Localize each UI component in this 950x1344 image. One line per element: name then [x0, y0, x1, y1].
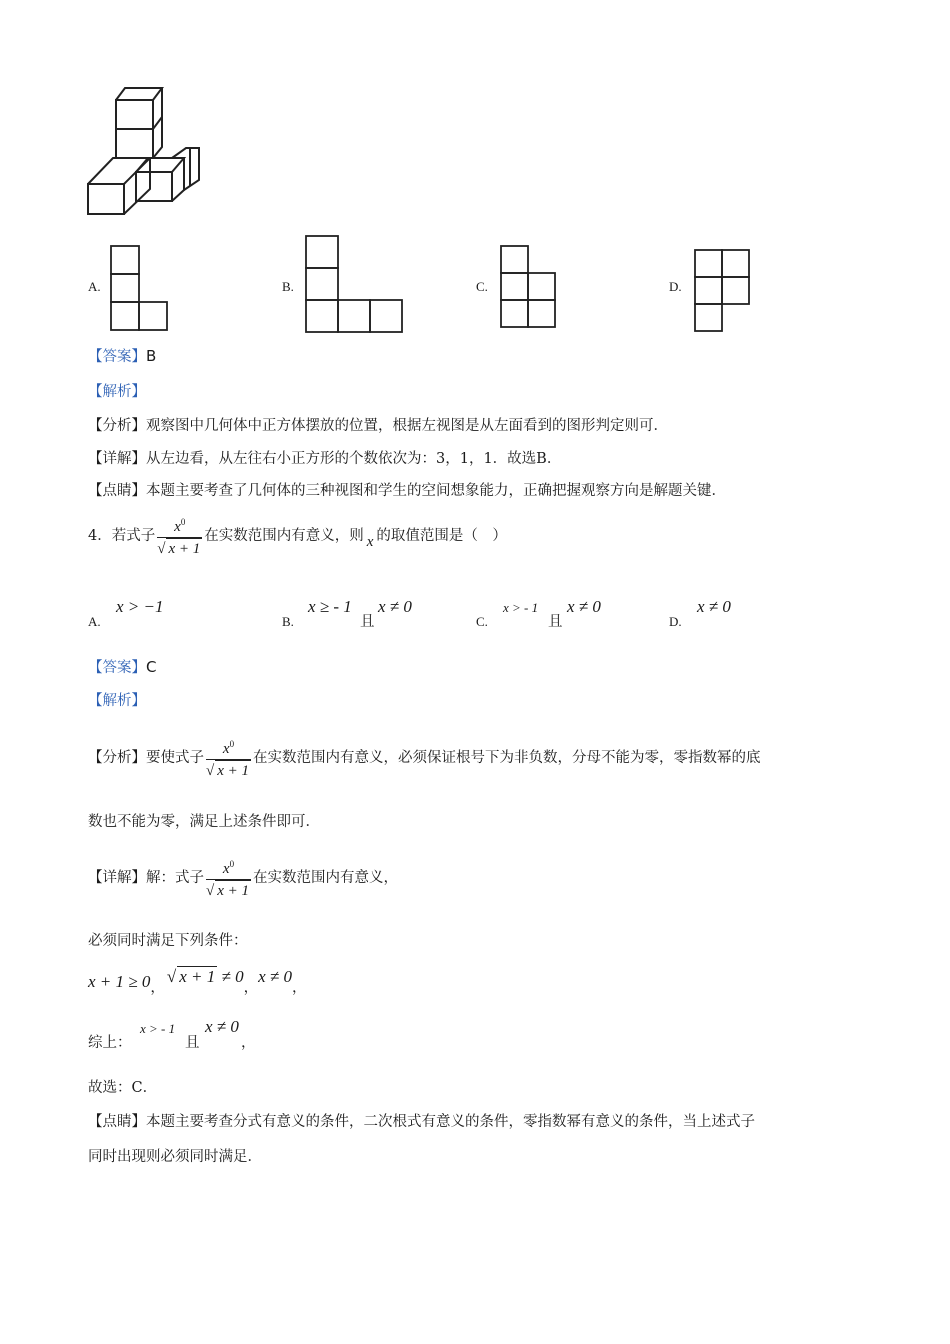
q4-fenxi-b: 在实数范围内有意义，必须保证根号下为非负数，分母不能为零，零指数幂的底 [253, 750, 761, 766]
q4-summary-label: 综上： [88, 1035, 132, 1051]
q3-answer-tag: 【答案】 [88, 349, 146, 365]
q4-summary-right: x ≠ 0 [205, 1017, 239, 1036]
q3-option-c-letter[interactable]: C. [476, 279, 488, 294]
q4-fenxi-tag: 【分析】 [88, 750, 146, 766]
q3-option-b-view [304, 234, 414, 334]
q3-answer-line [88, 346, 156, 367]
q4-answer-line [88, 657, 156, 678]
q4-cond2: √ x + 1 ≠ 0 [166, 967, 244, 986]
q4-choose: 故选：C． [88, 1080, 158, 1096]
q4-xiangjie-tag: 【详解】 [88, 870, 146, 886]
q4-prefix: 4．若式子 [88, 528, 156, 544]
q4-option-c-conj: 且 [548, 614, 563, 630]
q3-option-a-letter[interactable]: A. [88, 279, 101, 294]
q3-option-b-letter[interactable]: B. [282, 279, 294, 294]
q4-fraction: $\frac{x^0}{√ x + 1}$ [157, 517, 201, 557]
q4-fenxi-line [88, 735, 761, 781]
q3-option-c-view [499, 244, 569, 334]
q4-stem [88, 513, 507, 559]
q4-fenxi-frac-den: x + 1 [215, 760, 251, 781]
q4-option-d-letter[interactable]: D. [669, 614, 682, 629]
q4-summary-comma: ， [241, 1035, 256, 1051]
q4-xiangjie-frac-den: x + 1 [215, 880, 251, 901]
q3-xiangjie: 【详解】从左边看，从左往右小正方形的个数依次为：3，1，1．故选B． [88, 451, 562, 467]
q4-frac-exp: 0 [180, 517, 186, 527]
q4-conditions [88, 962, 307, 996]
q4-comma-1: ， [150, 980, 165, 996]
q4-frac-num: x [174, 519, 181, 535]
q4-option-b-left: x ≥ - 1 [308, 597, 352, 616]
q4-xiangjie-frac-num: x [222, 861, 230, 877]
q3-option-a-view [108, 244, 188, 334]
q4-cond2-rest: ≠ 0 [221, 967, 244, 986]
q4-fenxi-a: 要使式子 [146, 750, 204, 766]
q4-xiangjie-a: 解：式子 [146, 870, 204, 886]
q4-summary-left: x > - 1 [140, 1021, 176, 1036]
q4-option-b-letter[interactable]: B. [282, 614, 294, 629]
q4-comma-2: ， [243, 980, 259, 996]
q4-xiangjie-frac-exp: 0 [229, 859, 235, 869]
q4-option-a-letter[interactable]: A. [88, 614, 101, 629]
q4-cond2-rad: x + 1 [179, 967, 216, 986]
q4-option-a-math: x > −1 [116, 597, 164, 616]
q3-option-d-letter[interactable]: D. [669, 279, 682, 294]
q4-dianjing-2: 同时出现则必须同时满足． [88, 1149, 262, 1165]
q4-cond3: x ≠ 0 [258, 967, 292, 986]
q4-xiangjie-line [88, 855, 398, 901]
q4-option-b-conj: 且 [360, 614, 375, 630]
q3-option-d-view [693, 248, 763, 338]
q4-option-b-right: x ≠ 0 [378, 597, 412, 616]
q4-fenxi-frac-exp: 0 [229, 739, 235, 749]
q4-option-c-left: x > - 1 [503, 600, 539, 615]
q4-suffix: 的取值范围是（ ） [376, 528, 507, 544]
q3-answer-value: B [146, 347, 157, 365]
q4-option-c-right: x ≠ 0 [567, 597, 601, 616]
q4-cond1: x + 1 ≥ 0 [88, 972, 151, 991]
q4-analysis-tag: 【解析】 [88, 693, 146, 709]
q4-summary-conj: 且 [185, 1035, 200, 1051]
q3-dianjing: 【点睛】本题主要考查了几何体的三种视图和学生的空间想象能力，正确把握观察方向是解题关键． [88, 483, 726, 499]
q3-fenxi: 【分析】观察图中几何体中正方体摆放的位置，根据左视图是从左面看到的图形判定则可． [88, 418, 668, 434]
q4-var-x: x [366, 534, 374, 550]
q4-answer-tag: 【答案】 [88, 660, 146, 676]
q4-answer-value: C [146, 658, 157, 676]
q4-fenxi-c: 数也不能为零，满足上述条件即可． [88, 814, 320, 830]
q4-fenxi-frac-num: x [222, 741, 230, 757]
q4-frac-den: x + 1 [166, 538, 202, 559]
q4-fenxi-fraction: $\frac{x^0}{√ x + 1}$ [206, 739, 250, 779]
q4-xiangjie-b: 在实数范围内有意义， [253, 870, 399, 886]
q4-dianjing-1: 【点睛】本题主要考查分式有意义的条件，二次根式有意义的条件，零指数幂有意义的条件，当上述式子 [88, 1114, 755, 1130]
cube-stack-figure [0, 0, 950, 230]
q4-comma-3: ， [291, 980, 307, 996]
q4-option-c-letter[interactable]: C. [476, 614, 488, 629]
q3-analysis-tag: 【解析】 [88, 384, 146, 400]
q4-option-d-math: x ≠ 0 [697, 597, 731, 616]
q4-must: 必须同时满足下列条件： [88, 933, 248, 949]
q4-xiangjie-fraction: $\frac{x^0}{√ x + 1}$ [206, 859, 250, 899]
q4-mid: 在实数范围内有意义，则 [204, 528, 364, 544]
